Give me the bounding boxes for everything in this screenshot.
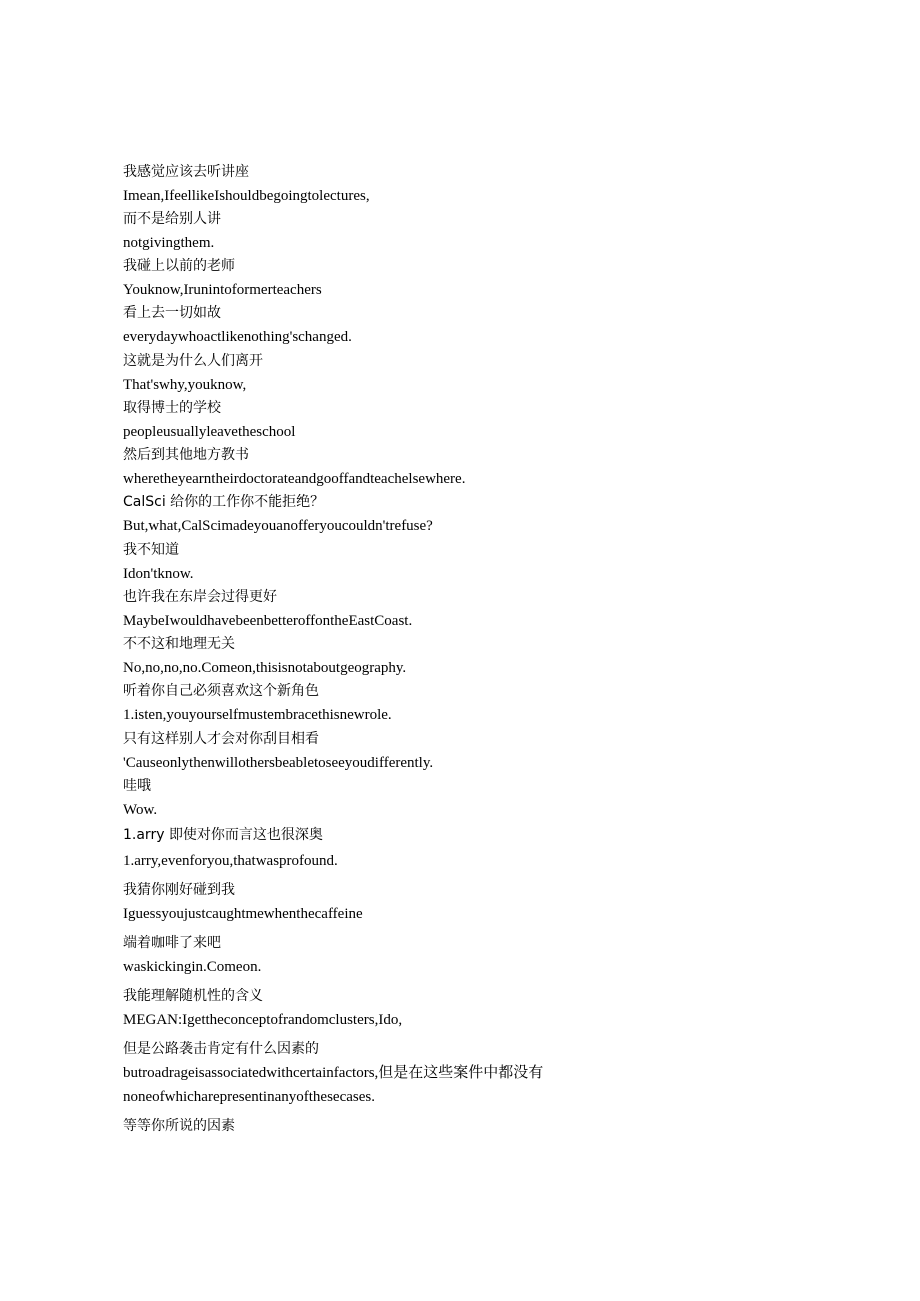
subtitle-line-en: MEGAN:Igettheconceptofrandomclusters,Ido, (123, 1012, 403, 1028)
subtitle-line-en: peopleusuallyleavetheschool (123, 424, 296, 440)
subtitle-line-zh: 我碰上以前的老师 (123, 258, 235, 274)
subtitle-line-en: waskickingin.Comeon. (123, 959, 262, 975)
subtitle-line-en: 'Causeonlythenwillothersbeabletoseeyoudifferently. (123, 755, 434, 771)
subtitle-line-zh: 但是公路袭击肯定有什么因素的 (123, 1041, 319, 1057)
subtitle-line-en: 1.isten,youyourselfmustembracethisnewrole. (123, 707, 392, 723)
subtitle-line-zh: 看上去一切如故 (123, 305, 221, 321)
subtitle-line-zh: 我猜你刚好碰到我 (123, 882, 235, 898)
subtitle-line-en: But,what,CalScimadeyouanofferyoucouldn'trefuse? (123, 518, 433, 534)
subtitle-line-zh: 哇哦 (123, 778, 151, 794)
subtitle-line-zh: 1.arry 即使对你而言这也很深奥 (123, 827, 323, 843)
subtitle-line-en: 1.arry,evenforyou,thatwasprofound. (123, 853, 338, 869)
subtitle-line-zh: 等等你所说的因素 (123, 1118, 235, 1134)
subtitle-line-en: everydaywhoactlikenothing'schanged. (123, 329, 352, 345)
subtitle-line-zh: 端着咖啡了来吧 (123, 935, 221, 951)
subtitle-line-en: noneofwhicharepresentinanyofthesecases. (123, 1089, 375, 1105)
subtitle-line-zh: CalSci 给你的工作你不能拒绝？ (123, 494, 325, 510)
subtitle-line-en: Imean,IfeellikeIshouldbegoingtolectures, (123, 188, 370, 204)
subtitle-line-zh: 我不知道 (123, 542, 179, 558)
subtitle-line-en: Idon'tknow. (123, 566, 194, 582)
subtitle-line-en: Iguessyoujustcaughtmewhenthecaffeine (123, 906, 363, 922)
subtitle-line-en: wheretheyearntheirdoctorateandgooffandteachelsewhere. (123, 471, 466, 487)
subtitle-line-zh: 然后到其他地方教书 (123, 447, 249, 463)
subtitle-line-en: Wow. (123, 802, 158, 818)
subtitle-line-zh: 听着你自己必须喜欢这个新角色 (123, 683, 319, 699)
subtitle-line-zh: 这就是为什么人们离开 (123, 353, 263, 369)
subtitle-line-zh: 也许我在东岸会过得更好 (123, 589, 277, 605)
subtitle-line-zh: 不不这和地理无关 (123, 636, 235, 652)
subtitle-line-zh: 只有这样别人才会对你刮目相看 (123, 731, 319, 747)
subtitle-line-en: No,no,no,no.Comeon,thisisnotaboutgeography. (123, 660, 407, 676)
subtitle-line-zh: 取得博士的学校 (123, 400, 221, 416)
subtitle-line-zh: 我能理解随机性的含义 (123, 988, 263, 1004)
subtitle-line-en: butroadrageisassociatedwithcertainfactors,但是在这些案件中都没有 (123, 1065, 544, 1081)
subtitle-line-zh: 而不是给别人讲 (123, 211, 221, 227)
subtitle-line-en: notgivingthem. (123, 235, 215, 251)
subtitle-line-en: MaybeIwouldhavebeenbetteroffontheEastCoast. (123, 613, 413, 629)
subtitle-line-zh: 我感觉应该去听讲座 (123, 164, 249, 180)
subtitle-line-en: Youknow,Irunintoformerteachers (123, 282, 322, 298)
subtitle-line-en: That'swhy,youknow, (123, 377, 247, 393)
